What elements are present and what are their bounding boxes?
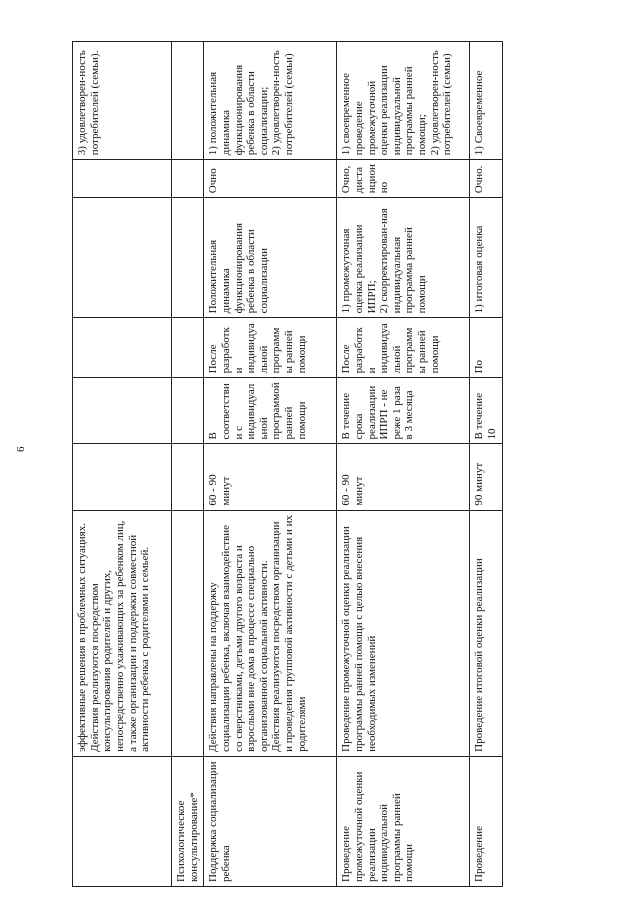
table-row xyxy=(204,42,337,887)
table-cell: В течение 10 xyxy=(470,378,502,444)
table-cell: 1) промежуточная оценка реализации ИПРП; 2) скорректирован-ная индивидуальная программа ранней помощи xyxy=(337,198,470,318)
table-cell: Положительная динамика функционирования ребенка в области социализации xyxy=(204,198,337,318)
table-cell: Психологическое консультирование* xyxy=(172,756,204,886)
table-cell xyxy=(73,198,172,318)
table-cell xyxy=(172,510,204,756)
table-cell xyxy=(172,160,204,198)
table-cell: Очно, дистанционно xyxy=(337,160,470,198)
table-cell: Проведение итоговой оценки реализации xyxy=(470,510,502,756)
table-cell xyxy=(172,318,204,378)
table-cell: 1) положительная динамика функционирования ребенка в области социализации; 2) удовлетворен-ность потребителей (семьи) xyxy=(204,42,337,160)
table-cell: Очно xyxy=(204,160,337,198)
table-cell: В течение срока реализации ИПРП - не реже 1 раза в 3 месяца xyxy=(337,378,470,444)
table-cell xyxy=(73,378,172,444)
table-cell xyxy=(73,756,172,886)
services-table xyxy=(72,41,503,887)
table-cell: 1) Своевременное xyxy=(470,42,502,160)
table-cell: По xyxy=(470,318,502,378)
table-cell xyxy=(172,198,204,318)
table-row xyxy=(337,42,470,887)
table-cell: После разработки индивидуальной программы ранней помощи xyxy=(204,318,337,378)
rotated-page xyxy=(0,25,640,905)
table-cell: 3) удовлетворен-ность потребителей (семьи). xyxy=(73,42,172,160)
table-row xyxy=(73,42,172,887)
table-cell: Очно. xyxy=(470,160,502,198)
table-cell xyxy=(73,160,172,198)
table-cell xyxy=(73,444,172,510)
table-row xyxy=(172,42,204,887)
table-row xyxy=(470,42,502,887)
page-number: 6 xyxy=(15,446,27,452)
table-cell: 90 минут xyxy=(470,444,502,510)
table-cell xyxy=(73,318,172,378)
table-cell: После разработки индивидуальной программы ранней помощи xyxy=(337,318,470,378)
table-cell: В соответствии с индивидуальной программой ранней помощи xyxy=(204,378,337,444)
table-cell: Поддержка социализации ребенка xyxy=(204,756,337,886)
table-cell: 1) итоговая оценка xyxy=(470,198,502,318)
table-cell xyxy=(172,378,204,444)
table-cell xyxy=(172,42,204,160)
table-cell: 60 - 90 минут xyxy=(204,444,337,510)
table-cell: Проведение промежуточной оценки реализации программы ранней помощи с целью внесения необходимых изменений xyxy=(337,510,470,756)
table-cell: эффективные решения в проблемных ситуациях. Действия реализуются посредством консультирования родителей и других, непосредственно ухаживающих за ребенком лиц, а также организации и поддержки совместной активности ребенка с родителями и семьей. xyxy=(73,510,172,756)
table-cell: 60 - 90 минут xyxy=(337,444,470,510)
table-cell xyxy=(172,444,204,510)
table-cell: 1) своевременное проведение промежуточной оценки реализации индивидуальной программы ранней помощи; 2) удовлетворен-ность потребителей (семьи) xyxy=(337,42,470,160)
table-cell: Проведение xyxy=(470,756,502,886)
table-cell: Проведение промежуточной оценки реализации индивидуальной программы ранней помощи xyxy=(337,756,470,886)
table-cell: Действия направлены на поддержку социализации ребенка, включая взаимодействие со сверстниками, детьми другого возраста и взрослыми вне дома в процессе специально организованной социальной активности. Действия реализуются посредством организации и проведения групповой активности с детьми и их родителями xyxy=(204,510,337,756)
